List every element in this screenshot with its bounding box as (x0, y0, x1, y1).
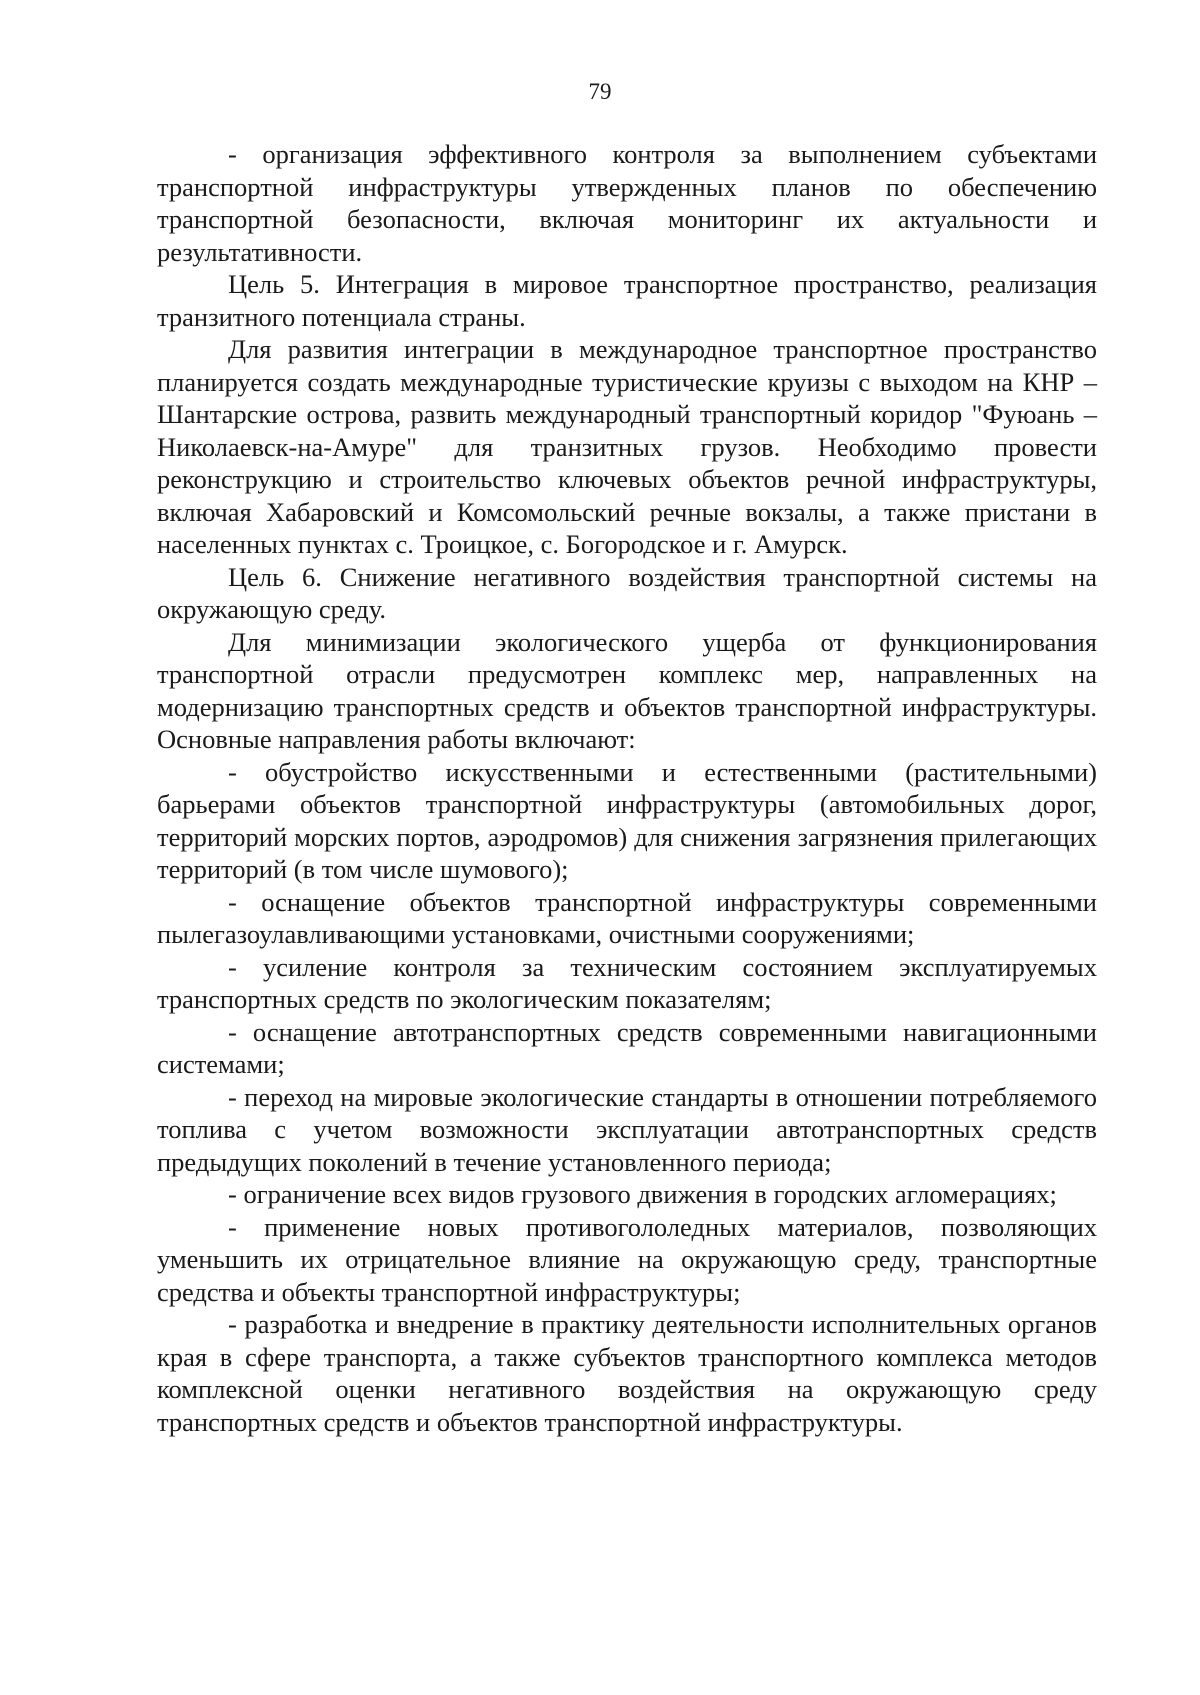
list-item-impact-assessment: - разработка и внедрение в практику деятельности исполнительных органов края в сфере транспорта, а также субъектов транспортного комплекса методов комплексной оценки негативного воздействия на окружающую среду транспортных средств и объектов транспортной инфраструктуры. (157, 1309, 1097, 1437)
document-body (157, 138, 1097, 1438)
paragraph-ecology-measures: Для минимизации экологического ущерба от функционирования транспортной отрасли предусмотрен комплекс мер, направленных на модернизацию транспортных средств и объектов транспортной инфраструктуры. Основные направления работы включают: (157, 626, 1097, 754)
list-item-technical-control: - усиление контроля за техническим состоянием эксплуатируемых транспортных средств по экологическим показателям; (157, 951, 1097, 1014)
list-item-anti-icing-materials: - применение новых противогололедных материалов, позволяющих уменьшить их отрицательное влияние на окружающую среду, транспортные средства и объекты транспортной инфраструктуры; (157, 1211, 1097, 1307)
paragraph-goal-6-heading: Цель 6. Снижение негативного воздействия транспортной системы на окружающую среду. (157, 561, 1097, 624)
list-item-navigation-systems: - оснащение автотранспортных средств современными навигационными системами; (157, 1016, 1097, 1079)
paragraph-goal-5-heading: Цель 5. Интеграция в мировое транспортное пространство, реализация транзитного потенциала страны. (157, 269, 1097, 332)
page-number: 79 (588, 79, 612, 104)
list-item-dust-gas-equipment: - оснащение объектов транспортной инфраструктуры современными пылегазоулавливающими установками, очистными сооружениями; (157, 886, 1097, 949)
list-item-fuel-standards: - переход на мировые экологические стандарты в отношении потребляемого топлива с учетом возможности эксплуатации автотранспортных средств предыдущих поколений в течение установленного периода; (157, 1081, 1097, 1177)
list-item-barriers: - обустройство искусственными и естественными (растительными) барьерами объектов транспортной инфраструктуры (автомобильных дорог, территорий морских портов, аэродромов) для снижения загрязнения прилегающих территорий (в том числе шумового); (157, 756, 1097, 884)
list-item-freight-restriction: - ограничение всех видов грузового движения в городских агломерациях; (228, 1179, 1057, 1209)
paragraph-integration: Для развития интеграции в международное транспортное пространство планируется создать международные туристические круизы с выходом на КНР – Шантарские острова, развить международный транспортный коридор "Фуюань – Николаевск-на-Амуре" для транзитных грузов. Необходимо провести реконструкцию и строительство ключевых объектов речной инфраструктуры, включая Хабаровский и Комсомольский речные вокзалы, а также пристани в населенных пунктах с. Троицкое, с. Богородское и г. Амурск. (157, 334, 1097, 559)
paragraph-monitoring: - организация эффективного контроля за выполнением субъектами транспортной инфраструктуры утвержденных планов по обеспечению транспортной безопасности, включая мониторинг их актуальности и результативности. (157, 139, 1097, 267)
